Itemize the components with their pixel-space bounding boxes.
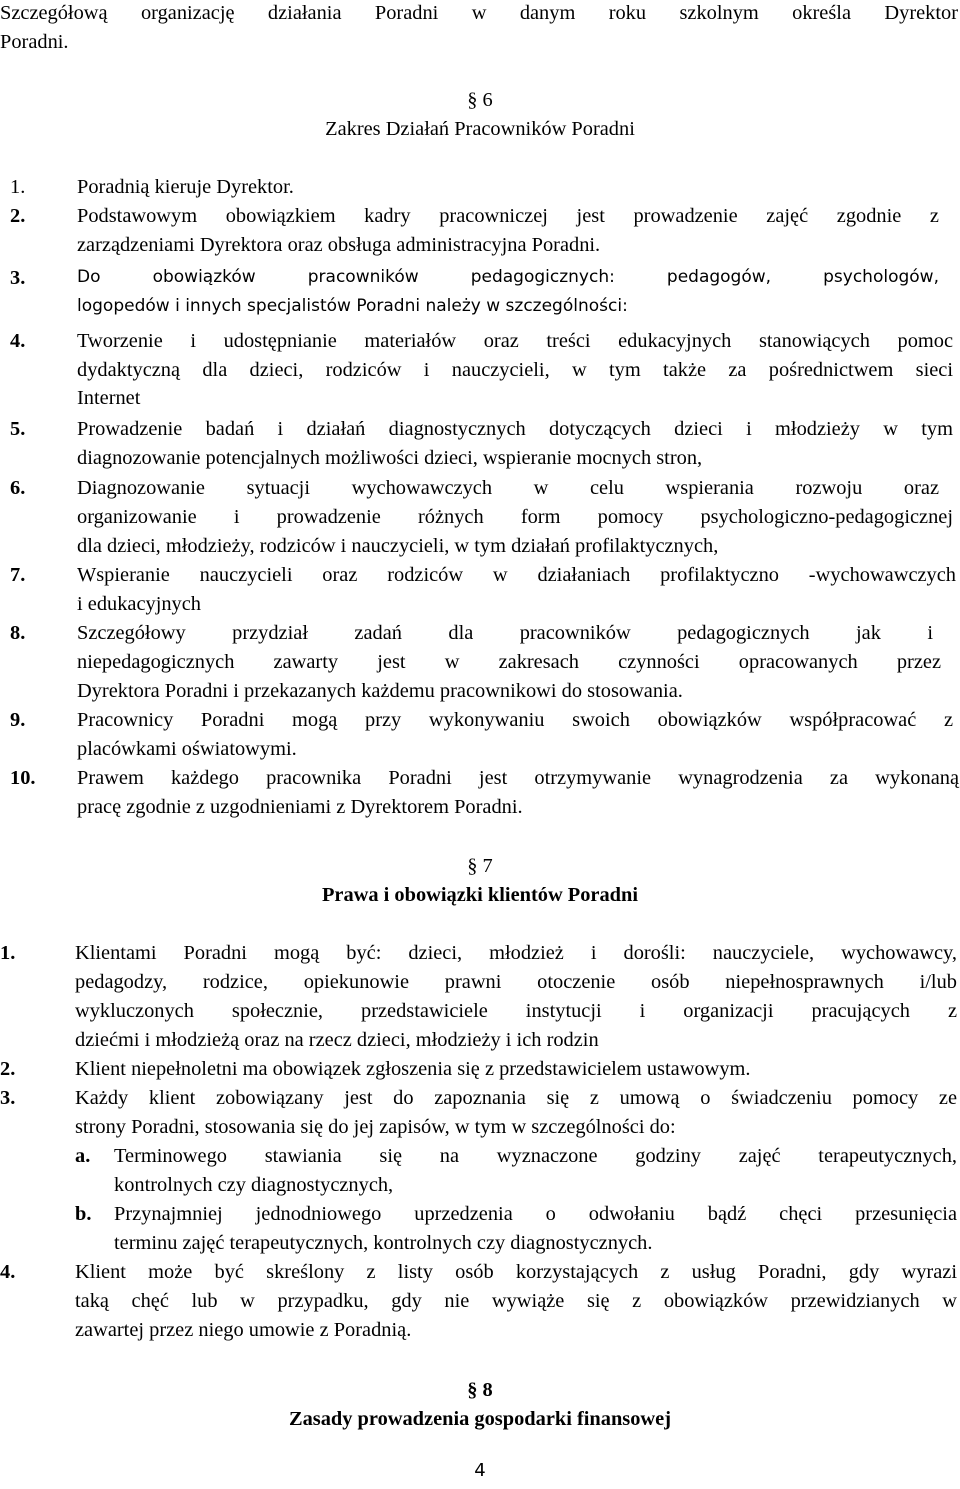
item-line: Klient niepełnoletni ma obowiązek zgłoszenia się z przedstawicielem ustawowym. — [75, 1058, 751, 1080]
item-line: terminu zajęć terapeutycznych, kontrolnych czy diagnostycznych. — [114, 1232, 653, 1254]
item-line: dydaktyczną dla dzieci, rodziców i nauczycieli, w tym także za pośrednictwem sieci — [77, 359, 953, 381]
item-line: i edukacyjnych — [77, 593, 201, 615]
item-line: niepedagogicznych zawarty jest w zakresach czynności opracowanych przez — [77, 651, 941, 673]
item-line: Terminowego stawiania się na wyznaczone godziny zajęć terapeutycznych, — [114, 1145, 957, 1167]
section-8-sign: § 8 — [467, 1379, 493, 1401]
section-6-sign: § 6 — [467, 89, 493, 111]
item-line: Do obowiązków pracowników pedagogicznych: pedagogów, psychologów, — [77, 267, 939, 287]
item-line: Przynajmniej jednodniowego uprzedzenia o odwołaniu bądź chęci przesunięcia — [114, 1203, 957, 1225]
item-line: dziećmi i młodzieżą oraz na rzecz dzieci, młodzieży i ich rodzin — [75, 1029, 599, 1051]
item-line: Poradnią kieruje Dyrektor. — [77, 176, 294, 198]
item-letter: b. — [75, 1203, 92, 1225]
item-line: Klient może być skreślony z listy osób korzystających z usług Poradni, gdy wyrazi — [75, 1261, 957, 1283]
item-line: diagnozowanie potencjalnych możliwości dzieci, wspieranie mocnych stron, — [77, 447, 703, 469]
item-line: kontrolnych czy diagnostycznych, — [114, 1174, 394, 1196]
item-line: logopedów i innych specjalistów Poradni należy w szczególności: — [77, 296, 628, 316]
intro-line: Poradni. — [0, 31, 69, 53]
item-number: 3. — [0, 1087, 16, 1109]
item-line: pedagodzy, rodzice, opiekunowie prawni otoczenie osób niepełnosprawnych i/lub — [75, 971, 957, 993]
item-number: 4. — [10, 330, 26, 352]
item-number: 9. — [10, 709, 26, 731]
item-line: Tworzenie i udostępnianie materiałów oraz treści edukacyjnych stanowiących pomoc — [77, 330, 953, 352]
item-number: 6. — [10, 477, 26, 499]
item-line: wykluczonych społecznie, przedstawiciele instytucji i organizacji pracujących z — [75, 1000, 957, 1022]
item-line: Internet — [77, 387, 141, 409]
item-number: 7. — [10, 564, 26, 586]
item-letter: a. — [75, 1145, 91, 1167]
item-line: Wspieranie nauczycieli oraz rodziców w działaniach profilaktyczno -wychowawczych — [77, 564, 956, 586]
item-line: organizowanie i prowadzenie różnych form pomocy psychologiczno-pedagogicznej — [77, 506, 953, 528]
item-line: zarządzeniami Dyrektora oraz obsługa administracyjna Poradni. — [77, 234, 601, 256]
item-number: 5. — [10, 418, 26, 440]
item-line: pracę zgodnie z uzgodnieniami z Dyrektorem Poradni. — [77, 796, 523, 818]
item-line: Dyrektora Poradni i przekazanych każdemu pracownikowi do stosowania. — [77, 680, 683, 702]
section-7-title: Prawa i obowiązki klientów Poradni — [321, 884, 639, 906]
item-line: zawartej przez niego umowie z Poradnią. — [75, 1319, 412, 1341]
item-line: Każdy klient zobowiązany jest do zapoznania się z umową o świadczeniu pomocy ze — [75, 1087, 957, 1109]
section-8-title: Zasady prowadzenia gospodarki finansowej — [288, 1408, 671, 1430]
item-line: Prawem każdego pracownika Poradni jest otrzymywanie wynagrodzenia za wykonaną — [77, 767, 959, 789]
item-line: Szczegółowy przydział zadań dla pracowników pedagogicznych jak i — [77, 622, 933, 644]
item-line: dla dzieci, młodzieży, rodziców i nauczycieli, w tym działań profilaktycznych, — [77, 535, 719, 557]
item-line: Podstawowym obowiązkiem kadry pracowniczej jest prowadzenie zajęć zgodnie z — [77, 205, 939, 227]
item-line: Klientami Poradni mogą być: dzieci, młodzież i dorośli: nauczyciele, wychowawcy, — [75, 942, 957, 964]
item-number: 1. — [0, 942, 16, 964]
section-7-sign: § 7 — [467, 855, 493, 877]
item-line: Pracownicy Poradni mogą przy wykonywaniu swoich obowiązków współpracować z — [77, 709, 953, 731]
item-line: Diagnozowanie sytuacji wychowawczych w celu wspierania rozwoju oraz — [77, 477, 939, 499]
item-number: 2. — [10, 205, 26, 227]
item-number: 3. — [10, 267, 26, 289]
item-line: strony Poradni, stosowania się do jej zapisów, w tym w szczególności do: — [75, 1116, 676, 1138]
item-line: taką chęć lub w przypadku, gdy nie wywiąże się z obowiązków przewidzianych w — [75, 1290, 957, 1312]
item-number: 2. — [0, 1058, 16, 1080]
item-number: 1. — [10, 176, 26, 198]
page-number: 4 — [474, 1460, 486, 1481]
item-number: 8. — [10, 622, 26, 644]
item-line: Prowadzenie badań i działań diagnostycznych dotyczących dzieci i młodzieży w tym — [77, 418, 953, 440]
intro-line: Szczegółową organizację działania Poradni w danym roku szkolnym określa Dyrektor — [0, 2, 958, 24]
item-line: placówkami oświatowymi. — [77, 738, 297, 760]
section-6-title: Zakres Działań Pracowników Poradni — [325, 118, 635, 140]
item-number: 4. — [0, 1261, 16, 1283]
item-number: 10. — [10, 767, 36, 789]
